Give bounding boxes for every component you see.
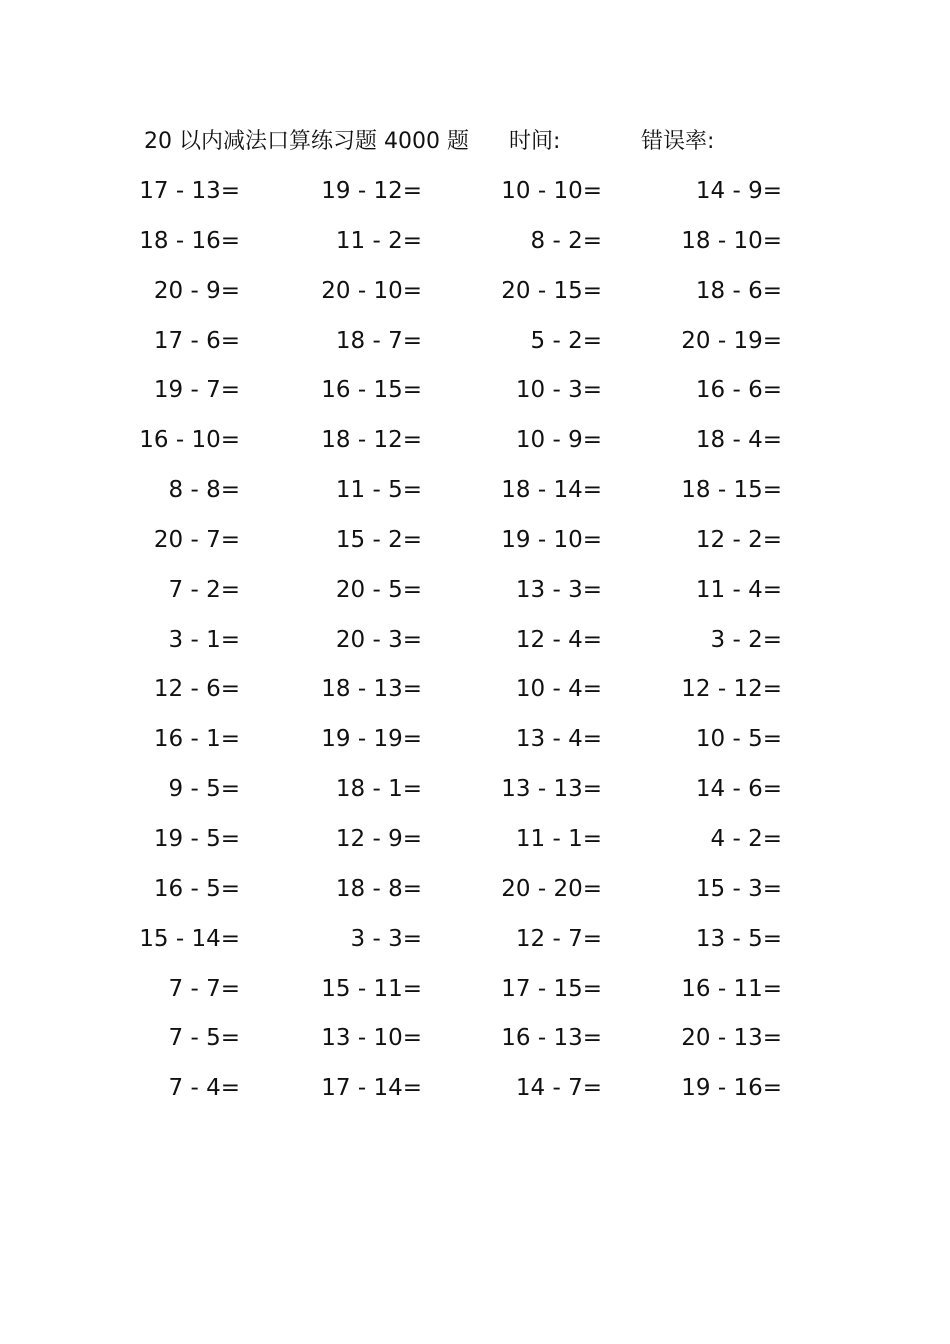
problem-item: 16 - 15= [321, 377, 422, 404]
problem-item: 19 - 16= [681, 1075, 782, 1102]
problem-item: 20 - 3= [335, 626, 422, 653]
problem-item: 7 - 7= [168, 975, 240, 1002]
problem-row [0, 370, 950, 420]
problem-item: 13 - 5= [695, 925, 782, 952]
problem-row [0, 669, 950, 719]
problem-row [0, 620, 950, 670]
problem-item: 20 - 19= [681, 327, 782, 354]
problem-item: 13 - 3= [515, 576, 602, 603]
problem-item: 18 - 8= [335, 875, 422, 902]
problem-item: 14 - 7= [515, 1075, 602, 1102]
problem-row [0, 271, 950, 321]
problem-item: 20 - 5= [335, 576, 422, 603]
problem-item: 10 - 4= [515, 676, 602, 703]
problem-item: 19 - 7= [153, 377, 240, 404]
problem-item: 18 - 13= [321, 676, 422, 703]
problem-item: 18 - 4= [695, 427, 782, 454]
problem-item: 17 - 15= [501, 975, 602, 1002]
problem-item: 12 - 7= [515, 925, 602, 952]
problem-item: 12 - 9= [335, 825, 422, 852]
problem-item: 17 - 6= [153, 327, 240, 354]
problem-row [0, 520, 950, 570]
problem-item: 20 - 15= [501, 277, 602, 304]
problem-item: 14 - 9= [695, 178, 782, 204]
problem-item: 15 - 14= [139, 925, 240, 952]
problem-item: 10 - 9= [515, 427, 602, 454]
problem-item: 11 - 5= [335, 477, 422, 504]
problem-row [0, 1018, 950, 1068]
problem-item: 18 - 12= [321, 427, 422, 454]
problem-item: 18 - 10= [681, 227, 782, 254]
problem-item: 15 - 11= [321, 975, 422, 1002]
problem-item: 20 - 9= [153, 277, 240, 304]
problem-row [0, 919, 950, 969]
problem-item: 3 - 3= [350, 925, 422, 952]
problem-item: 15 - 2= [335, 526, 422, 553]
worksheet-title: 20 以内减法口算练习题 4000 题 [144, 129, 469, 154]
problem-item: 16 - 5= [153, 875, 240, 902]
problem-item: 5 - 2= [530, 327, 602, 354]
problem-item: 13 - 13= [501, 776, 602, 803]
problem-item: 8 - 8= [168, 477, 240, 504]
problem-item: 17 - 14= [321, 1075, 422, 1102]
worksheet-header [144, 124, 844, 160]
problem-row [0, 1068, 950, 1118]
problem-item: 10 - 10= [501, 178, 602, 204]
problem-item: 18 - 6= [695, 277, 782, 304]
problem-item: 18 - 7= [335, 327, 422, 354]
problem-item: 18 - 14= [501, 477, 602, 504]
problem-row [0, 221, 950, 271]
problem-row [0, 869, 950, 919]
problem-item: 12 - 4= [515, 626, 602, 653]
problem-item: 13 - 10= [321, 1025, 422, 1052]
problem-item: 9 - 5= [168, 776, 240, 803]
problem-item: 18 - 1= [335, 776, 422, 803]
problem-item: 16 - 10= [139, 427, 240, 454]
problem-item: 4 - 2= [710, 825, 782, 852]
problem-item: 10 - 3= [515, 377, 602, 404]
error-rate-label: 错误率: [641, 129, 715, 154]
problem-row [0, 819, 950, 869]
time-label: 时间: [509, 129, 561, 154]
problem-item: 14 - 6= [695, 776, 782, 803]
problem-row [0, 769, 950, 819]
problem-item: 19 - 12= [321, 178, 422, 204]
problem-item: 11 - 2= [335, 227, 422, 254]
problem-item: 16 - 13= [501, 1025, 602, 1052]
problem-item: 19 - 19= [321, 726, 422, 753]
problem-item: 12 - 6= [153, 676, 240, 703]
problem-item: 13 - 4= [515, 726, 602, 753]
problem-row [0, 570, 950, 620]
problem-item: 16 - 1= [153, 726, 240, 753]
problem-grid [0, 171, 950, 1118]
problem-row [0, 470, 950, 520]
problem-item: 20 - 20= [501, 875, 602, 902]
problem-item: 20 - 7= [153, 526, 240, 553]
problem-item: 18 - 16= [139, 227, 240, 254]
problem-item: 16 - 6= [695, 377, 782, 404]
problem-row [0, 969, 950, 1019]
problem-item: 3 - 2= [710, 626, 782, 653]
problem-row [0, 171, 950, 221]
problem-item: 8 - 2= [530, 227, 602, 254]
problem-item: 11 - 1= [515, 825, 602, 852]
problem-item: 7 - 5= [168, 1025, 240, 1052]
problem-row [0, 321, 950, 371]
problem-item: 7 - 2= [168, 576, 240, 603]
problem-item: 11 - 4= [695, 576, 782, 603]
problem-item: 12 - 12= [681, 676, 782, 703]
problem-item: 3 - 1= [168, 626, 240, 653]
problem-item: 18 - 15= [681, 477, 782, 504]
problem-item: 16 - 11= [681, 975, 782, 1002]
problem-item: 17 - 13= [139, 178, 240, 204]
problem-item: 20 - 10= [321, 277, 422, 304]
problem-item: 20 - 13= [681, 1025, 782, 1052]
problem-item: 15 - 3= [695, 875, 782, 902]
problem-row [0, 719, 950, 769]
problem-item: 19 - 5= [153, 825, 240, 852]
problem-item: 12 - 2= [695, 526, 782, 553]
problem-item: 7 - 4= [168, 1075, 240, 1102]
problem-row [0, 420, 950, 470]
problem-item: 19 - 10= [501, 526, 602, 553]
problem-item: 10 - 5= [695, 726, 782, 753]
